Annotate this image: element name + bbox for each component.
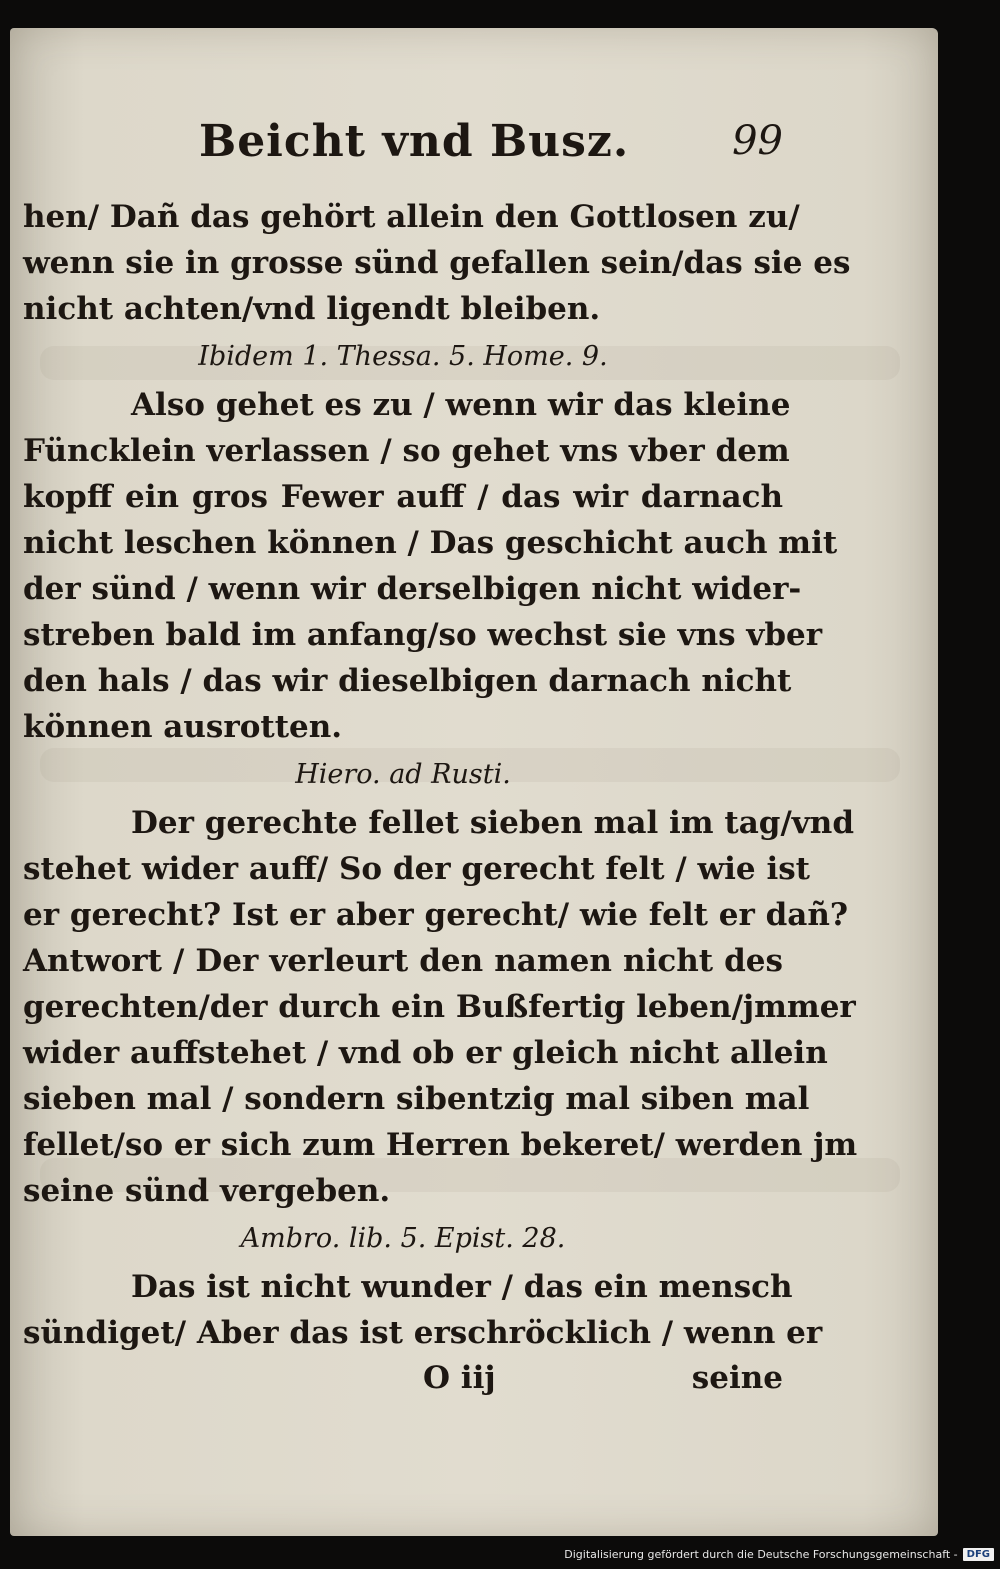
book-page [10, 28, 938, 1536]
text-line: nicht achten/vnd ligendt bleiben. [23, 291, 601, 327]
text-line: kopff ein gros Fewer auff / das wir darnach [23, 479, 783, 515]
text-line: Antwort / Der verleurt den namen nicht des [23, 943, 783, 979]
text-line: können ausrotten. [23, 709, 343, 745]
text-line: streben bald im anfang/so wechst sie vns vber [23, 617, 823, 653]
text-line: gerechten/der durch ein Bußfertig leben/jmmer [23, 989, 856, 1025]
digitization-credit [564, 1542, 994, 1566]
text-block [23, 116, 858, 1402]
text-line: stehet wider auff/ So der gerecht felt / wie ist [23, 851, 810, 887]
text-line: sündiget/ Aber das ist erschröcklich / wenn er [23, 1315, 823, 1351]
page-number: 99 [732, 118, 783, 164]
text-line: nicht leschen können / Das geschicht auch mit [23, 525, 838, 561]
dfg-logo: DFG [963, 1548, 994, 1561]
signature-mark: O iij [423, 1360, 496, 1396]
text-line: Das ist nicht wunder / das ein mensch [131, 1269, 793, 1305]
citation-heading: Ambro. lib. 5. Epist. 28. [240, 1223, 566, 1254]
text-line: sieben mal / sondern sibentzig mal siben mal [23, 1081, 810, 1117]
text-line: den hals / das wir dieselbigen darnach nicht [23, 663, 792, 699]
text-line: hen/ Dañ das gehört allein den Gottlosen zu/ [23, 199, 800, 235]
text-line: der sünd / wenn wir derselbigen nicht wider- [23, 571, 802, 607]
text-line: Füncklein verlassen / so gehet vns vber dem [23, 433, 790, 469]
citation-heading: Ibidem 1. Thessa. 5. Home. 9. [198, 341, 608, 372]
catchword: seine [691, 1360, 783, 1396]
text-line: Der gerechte fellet sieben mal im tag/vnd [131, 805, 855, 841]
page-footer [23, 1356, 783, 1402]
text-line: er gerecht? Ist er aber gerecht/ wie felt er dañ? [23, 897, 849, 933]
text-line: Also gehet es zu / wenn wir das kleine [131, 387, 791, 423]
credit-text: Digitalisierung gefördert durch die Deutsche Forschungsgemeinschaft - [564, 1547, 958, 1561]
text-line: wider auffstehet / vnd ob er gleich nicht allein [23, 1035, 828, 1071]
text-line: seine sünd vergeben. [23, 1173, 391, 1209]
text-line: fellet/so er sich zum Herren bekeret/ werden jm [23, 1127, 858, 1163]
text-line: wenn sie in grosse sünd gefallen sein/das sie es [23, 245, 851, 281]
running-title: Beicht vnd Busz. [199, 116, 630, 167]
citation-heading: Hiero. ad Rusti. [295, 759, 511, 790]
page-header [23, 116, 783, 194]
